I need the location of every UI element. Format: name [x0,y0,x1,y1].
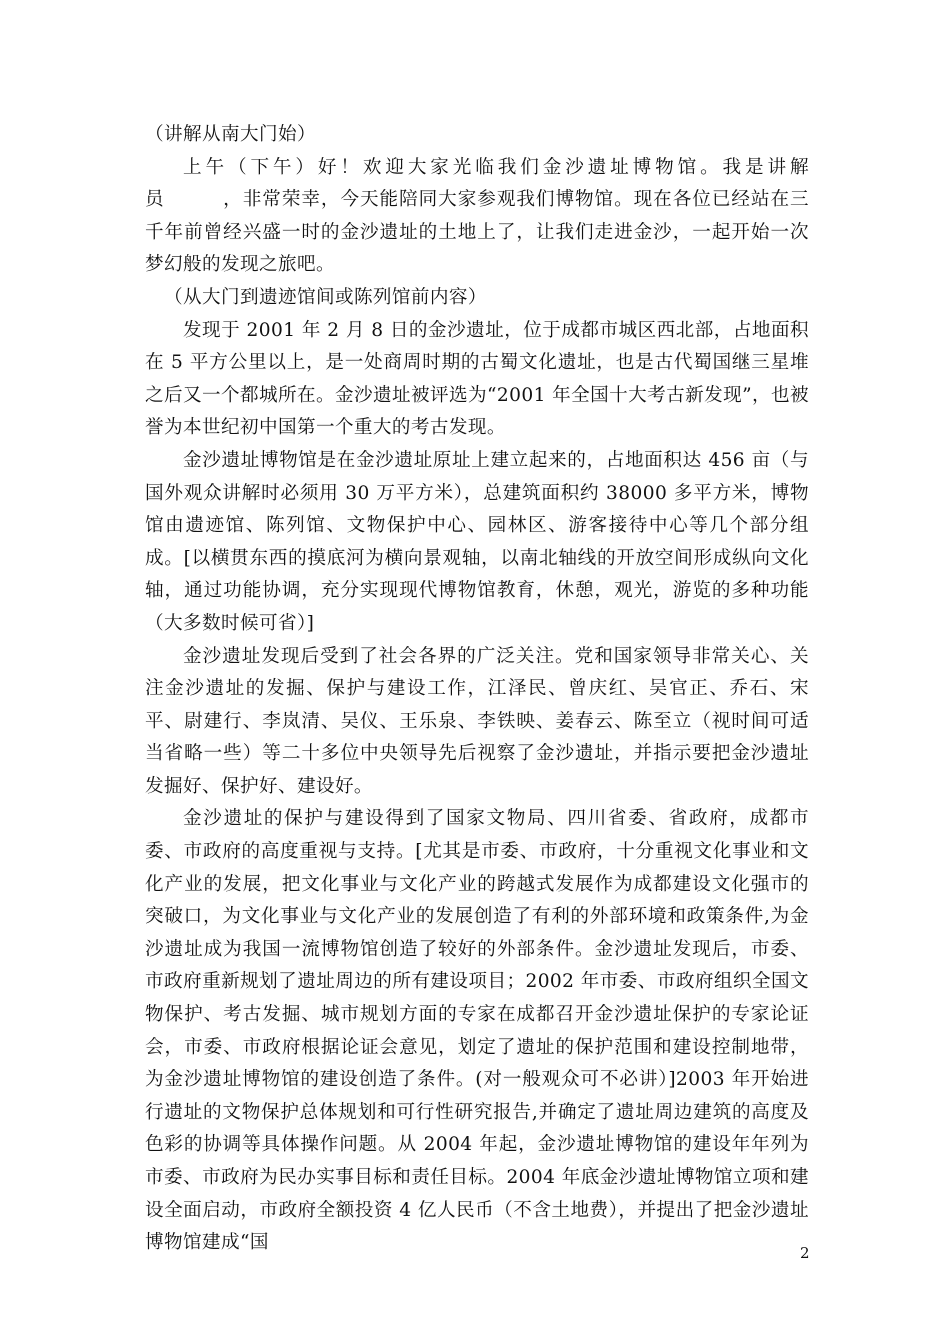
paragraph-museum-overview: 金沙遗址博物馆是在金沙遗址原址上建立起来的，占地面积达 456 亩（与国外观众讲解时必须用 30 万平方米），总建筑面积约 38000 多平方米，博物馆由遗迹馆、陈列馆、文物保护中心、园林区、游客接待中心等几个部分组成。[以横贯东西的摸底河为横向景观轴，以南北轴线的开放空间形成纵向文化轴，通过功能协调，充分实现现代博物馆教育，休憩，观光，游览的多种功能（大多数时候可省）] [145,449,809,634]
paragraph-discovery: 发现于 2001 年 2 月 8 日的金沙遗址，位于成都市城区西北部，占地面积在 5 平方公里以上，是一处商周时期的古蜀文化遗址，也是古代蜀国继三星堆之后又一个都城所在。金沙遗址被评选为“2001 年全国十大考古新发现”，也被誉为本世纪初中国第一个重大的考古发现。 [145,319,809,439]
paragraph-welcome: 上午（下午）好！欢迎大家光临我们金沙遗址博物馆。我是讲解员 ，非常荣幸，今天能陪同大家参观我们博物馆。现在各位已经站在三千年前曾经兴盛一时的金沙遗址的土地上了，让我们走进金沙，一起开始一次梦幻般的发现之旅吧。 [145,156,809,276]
body-text [145,119,809,1260]
paragraph-protection-construction: 金沙遗址的保护与建设得到了国家文物局、四川省委、省政府，成都市委、市政府的高度重视与支持。[尤其是市委、市政府，十分重视文化事业和文化产业的发展，把文化事业与文化产业的跨越式发展作为成都建设文化强市的突破口，为文化事业与文化产业的发展创造了有利的外部环境和政策条件,为金沙遗址成为我国一流博物馆创造了较好的外部条件。金沙遗址发现后，市委、市政府重新规划了遗址周边的所有建设项目；2002 年市委、市政府组织全国文物保护、考古发掘、城市规划方面的专家在成都召开金沙遗址保护的专家论证会，市委、市政府根据论证会意见，划定了遗址的保护范围和建设控制地带，为金沙遗址博物馆的建设创造了条件。(对一般观众可不必讲）]2003 年开始进行遗址的文物保护总体规划和可行性研究报告,并确定了遗址周边建筑的高度及色彩的协调等具体操作问题。从 2004 年起，金沙遗址博物馆的建设年年列为市委、市政府为民办实事目标和责任目标。2004 年底金沙遗址博物馆立项和建设全面启动，市政府全额投资 4 亿人民币（不含土地费），并提出了把金沙遗址博物馆建成“国 [145,808,809,1254]
heading-note-south-gate: （讲解从南大门始） [145,124,316,145]
paragraph-leaders-attention: 金沙遗址发现后受到了社会各界的广泛关注。党和国家领导非常关心、关注金沙遗址的发掘、保护与建设工作，江泽民、曾庆红、吴官正、乔石、宋平、尉建行、李岚清、吴仪、王乐泉、李铁映、姜春云、陈至立（视时间可适当省略一些）等二十多位中央领导先后视察了金沙遗址，并指示要把金沙遗址发掘好、保护好、建设好。 [145,645,809,797]
section-note-gate-to-hall: （从大门到遗迹馆间或陈列馆前内容） [164,286,487,308]
page-number: 2 [800,1244,810,1262]
